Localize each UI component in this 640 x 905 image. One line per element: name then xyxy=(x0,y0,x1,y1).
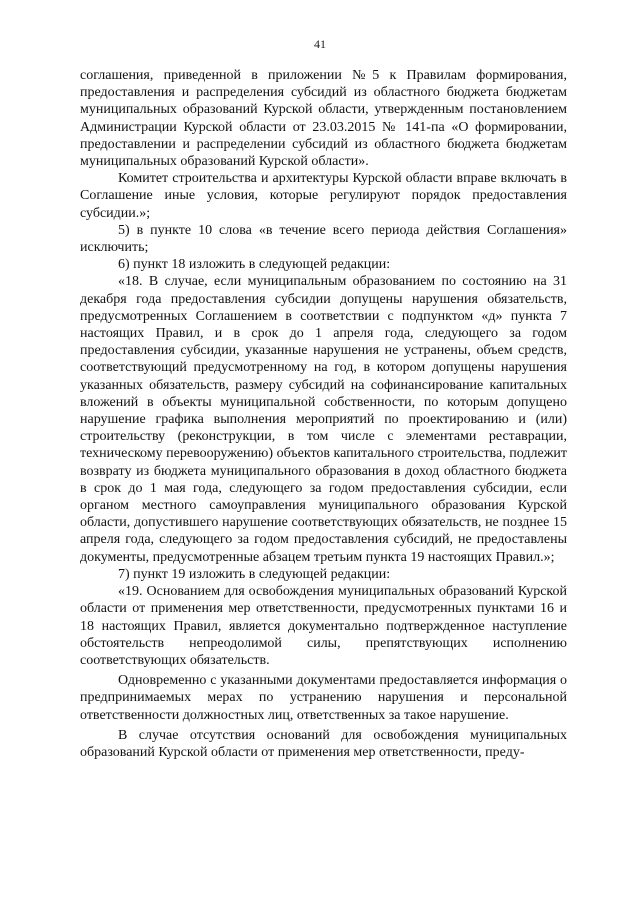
paragraph-clause-18: «18. В случае, если муниципальным образованием по состоянию на 31 декабря года предоставления субсидии допущены нарушения обязательств, предусмотренных Соглашением в соответствии с подпунктом «д» пункта 7 настоящих Правил, и в срок до 1 апреля года, следующего за годом предоставления субсидии, указанные нарушения не устранены, объем средств, соответствующий предусмотренному на год, в котором допущены нарушения указанных обязательств, размеру субсидий на софинансирование капитальных вложений в объекты муниципальной собственности, по которым допущено нарушение графика выполнения мероприятий по проектированию и (или) строительству (реконструкции, в том числе с элементами реставрации, техническому перевооружению) объектов капитального строительства, подлежит возврату из бюджета муниципального образования в доход областного бюджета в срок до 1 мая года, следующего за годом предоставления субсидии, если органом местного самоуправления муниципального образования Курской области, допустившего нарушение соответствующих обязательств, не позднее 15 апреля года, следующего за годом предоставления субсидий, не предоставлены документы, предусмотренные абзацем третьим пункта 19 настоящих Правил.»; xyxy=(80,274,567,565)
paragraph-continuation: соглашения, приведенной в приложении №5 к Правилам формирования, предоставления и распределения субсидий из областного бюджета бюджетам муниципальных образований Курской области, утвержденным постановлением Администрации Курской области от 23.03.2015 № 141-па «О формировании, предоставлении и распределении субсидий из областного бюджета бюджетам муниципальных образований Курской области». xyxy=(80,68,567,170)
paragraph-clause-19: «19. Основанием для освобождения муниципальных образований Курской области от применения мер ответственности, предусмотренных пунктами 16 и 18 настоящих Правил, является документально подтвержденное наступление обстоятельств непреодолимой силы, препятствующих исполнению соответствующих обязательств. xyxy=(80,584,567,668)
document-body xyxy=(80,67,567,761)
page-number: 41 xyxy=(314,37,326,51)
paragraph-item-5: 5) в пункте 10 слова «в течение всего периода действия Соглашения» исключить; xyxy=(80,222,567,256)
paragraph-additional-info: Одновременно с указанными документами предоставляется информация о предпринимаемых мерах по устранению нарушения и персональной ответственности должностных лиц, ответственных за такое нарушение. xyxy=(80,673,567,723)
paragraph-committee-rights: Комитет строительства и архитектуры Курской области вправе включать в Соглашение иные условия, которые регулируют порядок предоставления субсидии.»; xyxy=(80,171,567,221)
paragraph-no-grounds: В случае отсутствия оснований для освобождения муниципальных образований Курской области от применения мер ответственности, преду- xyxy=(80,727,567,760)
paragraph-item-7-intro: 7) пункт 19 изложить в следующей редакции: xyxy=(118,566,391,582)
paragraph-item-6-intro: 6) пункт 18 изложить в следующей редакции: xyxy=(118,257,391,273)
